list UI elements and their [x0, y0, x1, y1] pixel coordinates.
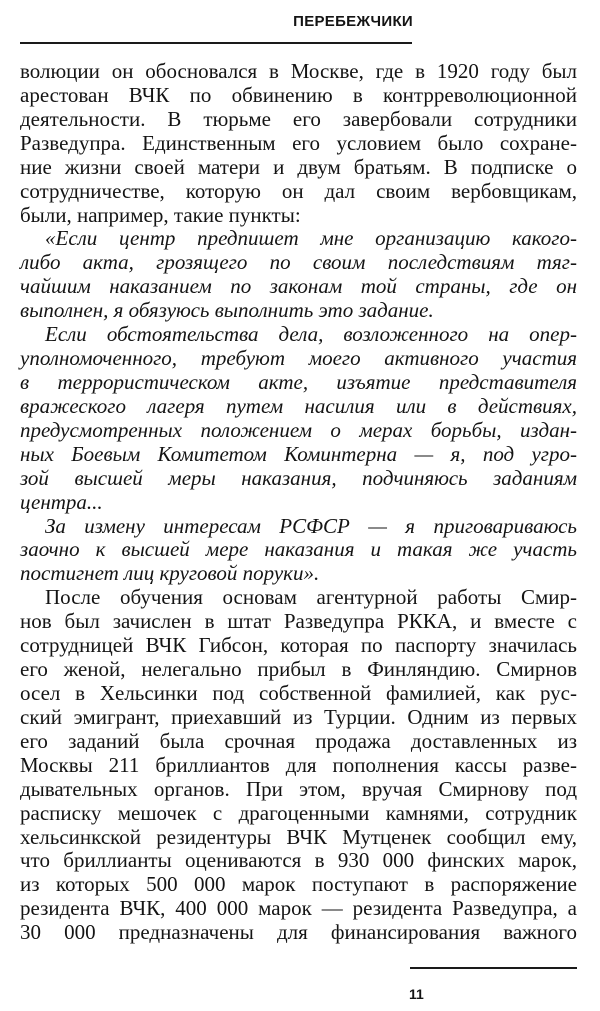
- page-body: [20, 60, 577, 945]
- text-line: чайшим наказанием по законам той страны, где он: [20, 274, 577, 299]
- text-line: предусмотренных положением о мерах борьбы, издан-: [20, 417, 577, 442]
- body-paragraph: [20, 586, 577, 945]
- text-line: волюции он обосновался в Москве, где в 1920 году был: [20, 59, 577, 83]
- quote-paragraph: [20, 323, 577, 514]
- text-line: дывательных органов. При этом, вручая Смирнову под: [20, 776, 577, 801]
- text-line: зой высшей меры наказания, подчиняюсь заданиям: [20, 465, 577, 490]
- text-line: выполнен, я обязуюсь выполнить это задание.: [20, 298, 434, 323]
- text-line: из которых 500 000 марок поступают в распоряжение: [20, 872, 577, 897]
- text-line: Если обстоятельства дела, возложенного на опер-: [45, 322, 577, 347]
- text-line: постигнет лиц круговой поруки».: [20, 561, 320, 586]
- text-line: ние жизни своей матери и двум братьям. В подписке о: [20, 154, 577, 179]
- text-line: сотрудничестве, которую он дал своим вербовщикам,: [20, 178, 577, 203]
- text-line: либо акта, грозящего по своим последствиям тяг-: [20, 250, 577, 275]
- text-line: сотрудницей ВЧК Гибсон, которая по паспорту значилась: [20, 633, 577, 658]
- text-line: заочно к высшей мере наказания и такая же участь: [20, 537, 577, 562]
- quote-paragraph: [20, 227, 577, 323]
- footer-rule: [410, 967, 577, 969]
- text-line: вражеского лагеря путем насилия или в действиях,: [20, 393, 577, 418]
- running-header: ПЕРЕБЕЖЧИКИ: [293, 13, 413, 30]
- text-line: ский эмигрант, приехавший из Турции. Одним из первых: [20, 704, 577, 729]
- text-line: его заданий была срочная продажа доставленных из: [20, 728, 577, 753]
- text-line: центра...: [20, 489, 103, 514]
- text-line: Разведупра. Единственным его условием было сохране-: [20, 130, 577, 155]
- text-line: нов был зачислен в штат Разведупра РККА, и вместе с: [20, 609, 577, 634]
- text-line: уполномоченного, требуют моего активного участия: [20, 346, 577, 371]
- text-line: За измену интересам РСФСР — я приговариваюсь: [45, 513, 577, 538]
- text-line: резидента ВЧК, 400 000 марок — резидента Разведупра, а: [20, 896, 577, 921]
- body-paragraph: [20, 60, 577, 227]
- header-rule: [20, 42, 412, 44]
- text-line: деятельности. В тюрьме его завербовали сотрудники: [20, 106, 577, 131]
- text-line: расписку мешочек с драгоценными камнями, сотрудник: [20, 800, 577, 825]
- text-line: «Если центр предпишет мне организацию какого-: [45, 226, 577, 251]
- page-number: 11: [409, 986, 424, 1002]
- text-line: хельсинкской резидентуры ВЧК Мутценек сообщил ему,: [20, 824, 577, 849]
- text-line: осел в Хельсинки под собственной фамилией, как рус-: [20, 680, 577, 705]
- text-line: ных Боевым Комитетом Коминтерна — я, под угро-: [20, 441, 577, 466]
- quote-paragraph: [20, 515, 577, 587]
- text-line: его женой, нелегально прибыл в Финляндию. Смирнов: [20, 657, 577, 682]
- text-line: Москвы 211 бриллиантов для пополнения кассы разве-: [20, 752, 577, 777]
- text-line: в террористическом акте, изъятие представителя: [20, 369, 577, 394]
- text-line: арестован ВЧК по обвинению в контрреволюционной: [20, 82, 577, 107]
- text-line: После обучения основам агентурной работы Смир-: [45, 585, 577, 610]
- text-line: что бриллианты оцениваются в 930 000 финских марок,: [20, 848, 577, 873]
- text-line: 30 000 предназначены для финансирования важного: [20, 920, 577, 945]
- text-line: были, например, такие пункты:: [20, 202, 301, 227]
